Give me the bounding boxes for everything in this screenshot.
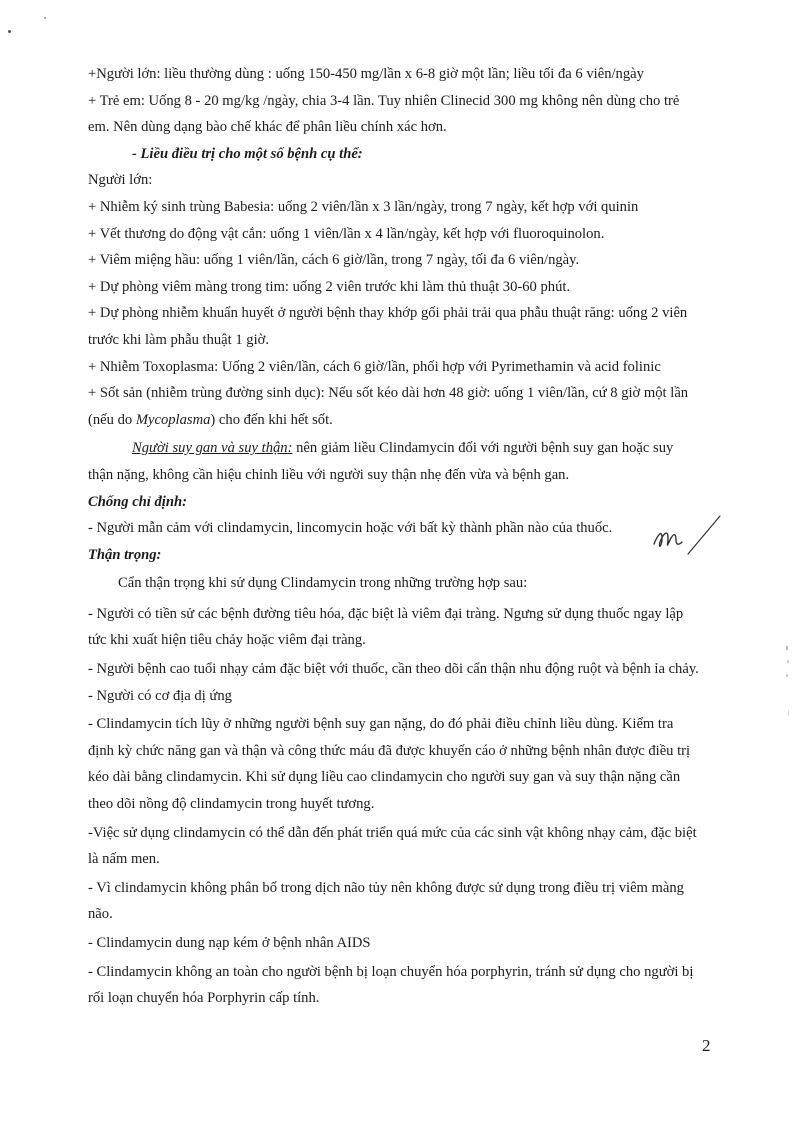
- scan-speck: [44, 17, 46, 19]
- fever-text-post: ) cho đến khi hết sốt.: [210, 411, 333, 428]
- specific-item: + Vết thương do động vật cắn: uống 1 viên/lần x 4 lần/ngày, kết hợp với fluoroquinolon.: [88, 225, 605, 242]
- precaution-line: định kỳ chức năng gan và thận và công thức máu đã được khuyến cáo ở những bệnh nhân được điều trị: [88, 742, 691, 759]
- child-dosage-line: + Trẻ em: Uống 8 - 20 mg/kg /ngày, chia 3-4 lần. Tuy nhiên Clinecid 300 mg không nên dùng cho trẻ: [88, 92, 680, 109]
- specific-item: + Viêm miệng hầu: uống 1 viên/lần, cách 6 giờ/lần, trong 7 ngày, tối đa 6 viên/ngày.: [88, 252, 580, 269]
- precautions-heading: Thận trọng:: [88, 546, 162, 563]
- precaution-line: theo dõi nồng độ clindamycin trong huyết tương.: [88, 796, 375, 813]
- fever-line-cont: [88, 408, 736, 433]
- precaution-line: - Clindamycin không an toàn cho người bệnh bị loạn chuyển hóa porphyrin, tránh sử dụng cho người bị: [88, 963, 694, 980]
- fever-text-pre: (nếu do: [88, 411, 136, 428]
- precaution-line: - Người có tiền sử các bệnh đường tiêu hóa, đặc biệt là viêm đại tràng. Ngưng sử dụng thuốc ngay lập: [88, 605, 684, 622]
- document-body: [88, 62, 736, 1011]
- precaution-line: - Người bệnh cao tuổi nhạy cảm đặc biệt với thuốc, cần theo dõi cẩn thận nhu động ruột và bệnh ỉa chảy.: [88, 661, 699, 678]
- precaution-line: kéo dài bằng clindamycin. Khi sử dụng liều cao clindamycin cho người suy gan và suy thận nặng cần: [88, 769, 681, 786]
- renal-text: nên giảm liều Clindamycin đối với người bệnh suy gan hoặc suy: [292, 440, 674, 457]
- contraindications-text: - Người mẫn cảm với clindamycin, lincomycin hoặc với bất kỳ thành phần nào của thuốc.: [88, 520, 613, 537]
- precaution-line: não.: [88, 906, 113, 923]
- precaution-line: là nấm men.: [88, 851, 160, 868]
- prophylaxis-line-cont: trước khi làm phẫu thuật 1 giờ.: [88, 331, 270, 348]
- mycoplasma-term: Mycoplasma: [135, 411, 211, 428]
- specific-item: + Dự phòng viêm màng trong tim: uống 2 viên trước khi làm thủ thuật 30-60 phút.: [88, 278, 571, 295]
- precaution-line: rối loạn chuyển hóa Porphyrin cấp tính.: [88, 990, 320, 1007]
- prophylaxis-line: + Dự phòng nhiễm khuẩn huyết ở người bệnh thay khớp gối phải trải qua phẫu thuật răng: uống 2 viên: [88, 305, 688, 322]
- renal-line: [88, 436, 736, 461]
- precaution-line: - Clindamycin tích lũy ở những người bệnh suy gan nặng, do đó phải điều chỉnh liều dùng. Kiểm tra: [88, 716, 674, 733]
- precaution-line: - Vì clindamycin không phân bố trong dịch não tủy nên không được sử dụng trong điều trị viêm màng: [88, 879, 684, 896]
- adults-label: Người lớn:: [88, 172, 153, 189]
- specific-dosing-heading: - Liều điều trị cho một số bệnh cụ thể:: [132, 145, 363, 162]
- specific-item: + Nhiễm ký sinh trùng Babesia: uống 2 viên/lần x 3 lần/ngày, trong 7 ngày, kết hợp với quinin: [88, 198, 639, 215]
- adult-dosage-line: +Người lớn: liều thường dùng : uống 150-450 mg/lần x 6-8 giờ một lần; liều tối đa 6 viên/ngày: [88, 66, 644, 82]
- precautions-intro: Cẩn thận trọng khi sử dụng Clindamycin trong những trường hợp sau:: [118, 575, 528, 592]
- scan-edge-marks: [783, 640, 793, 740]
- toxoplasma-line: + Nhiễm Toxoplasma: Uống 2 viên/lần, cách 6 giờ/lần, phối hợp với Pyrimethamin và acid folinic: [88, 358, 661, 375]
- precaution-line: tức khi xuất hiện tiêu chảy hoặc viêm đại tràng.: [88, 632, 366, 649]
- precaution-line: - Người có cơ địa dị ứng: [88, 687, 232, 704]
- fever-line: + Sốt sản (nhiễm trùng đường sinh dục): Nếu sốt kéo dài hơn 48 giờ: uống 1 viên/lần, cứ 8 giờ một lần: [88, 385, 689, 402]
- page-number: 2: [702, 1036, 711, 1055]
- precaution-line: - Clindamycin dung nạp kém ở bệnh nhân AIDS: [88, 935, 371, 951]
- renal-line-cont: thận nặng, không cần hiệu chỉnh liều với người suy thận nhẹ đến vừa và bệnh gan.: [88, 466, 570, 483]
- contraindications-heading: Chống chỉ định:: [88, 493, 187, 510]
- signature-mark: [648, 506, 728, 566]
- precaution-line: -Việc sử dụng clindamycin có thể dẫn đến phát triển quá mức của các sinh vật không nhạy cảm, đặc biệt: [88, 824, 697, 841]
- renal-label: Người suy gan và suy thận:: [132, 440, 293, 457]
- scan-speck: [8, 30, 11, 33]
- child-dosage-line-cont: em. Nên dùng dạng bào chế khác để phân liều chính xác hơn.: [88, 119, 447, 136]
